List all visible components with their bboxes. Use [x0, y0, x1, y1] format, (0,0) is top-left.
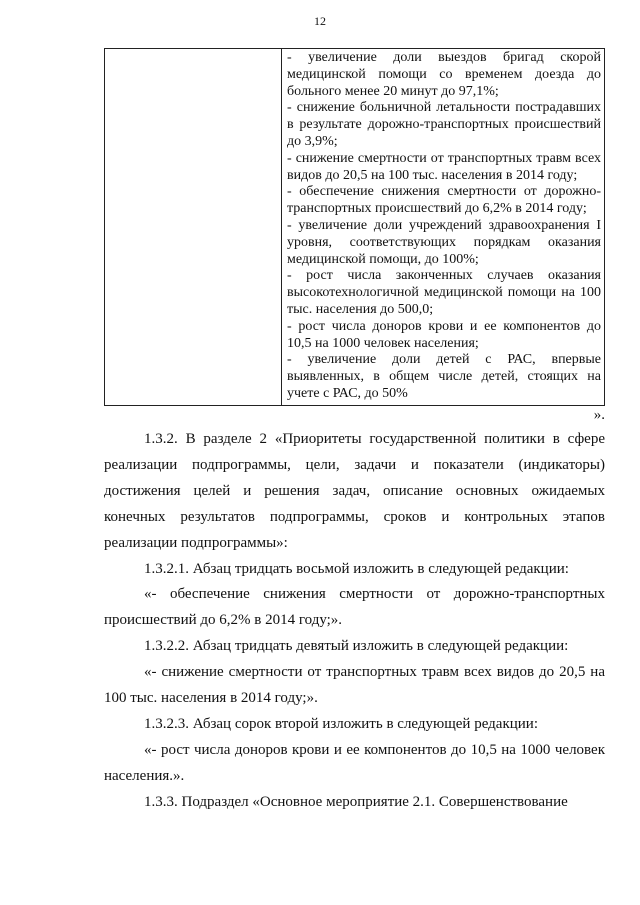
list-item: - снижение смертности от транспортных травм всех видов до 20,5 на 100 тыс. населения в 2014 году; — [287, 150, 601, 183]
table-cell-left — [105, 49, 282, 406]
list-item: - снижение больничной летальности пострадавших в результате дорожно-транспортных происшествий до 3,9%; — [287, 100, 601, 149]
paragraph-1-3-3: 1.3.3. Подраздел «Основное мероприятие 2.1. Совершенствование — [144, 793, 568, 810]
list-item: - увеличение доли учреждений здравоохранения I уровня, соответствующих порядкам оказания медицинской помощи, до 100%; — [287, 217, 601, 267]
paragraph-1-3-2-3: 1.3.2.3. Абзац сорок второй изложить в следующей редакции: — [144, 715, 538, 732]
list-item: - обеспечение снижения смертности от дорожно-транспортных происшествий до 6,2% в 2014 году; — [287, 184, 601, 217]
list-item: - увеличение доли выездов бригад скорой медицинской помощи со временем доезда до больного менее 20 минут до 97,1%; — [287, 50, 601, 99]
closing-quote: ». — [593, 407, 605, 423]
page-number: 12 — [314, 14, 326, 28]
quoted-paragraph: «- рост числа доноров крови и ее компонентов до 10,5 на 1000 человек населения.». — [104, 741, 605, 784]
table-row — [105, 49, 605, 406]
list-item: - рост числа законченных случаев оказания высокотехнологичной медицинской помощи на 100 тыс. населения до 500,0; — [287, 268, 601, 317]
paragraph-1-3-2-1: 1.3.2.1. Абзац тридцать восьмой изложить в следующей редакции: — [144, 560, 569, 577]
quoted-paragraph: «- обеспечение снижения смертности от дорожно-транспортных происшествий до 6,2% в 2014 году;». — [104, 586, 605, 629]
table-cell-right — [282, 49, 605, 406]
quoted-paragraph: «- снижение смертности от транспортных травм всех видов до 20,5 на 100 тыс. населения в 2014 году;». — [104, 664, 605, 707]
paragraph-1-3-2: 1.3.2. В разделе 2 «Приоритеты государственной политики в сфере реализации подпрограммы, цели, задачи и показатели (индикаторы) достижения целей и решения задач, описание основных ожидаемых конечных результатов подпрограммы, сроков и контрольных этапов реализации подпрограммы»: — [104, 431, 605, 551]
body-text — [104, 427, 605, 816]
list-item: - рост числа доноров крови и ее компонентов до 10,5 на 1000 человек населения; — [287, 318, 601, 351]
paragraph-1-3-2-2: 1.3.2.2. Абзац тридцать девятый изложить в следующей редакции: — [144, 638, 569, 655]
indicators-table — [104, 48, 605, 406]
list-item: - увеличение доли детей с РАС, впервые выявленных, в общем числе детей, стоящих на учете с РАС, до 50% — [287, 352, 601, 401]
